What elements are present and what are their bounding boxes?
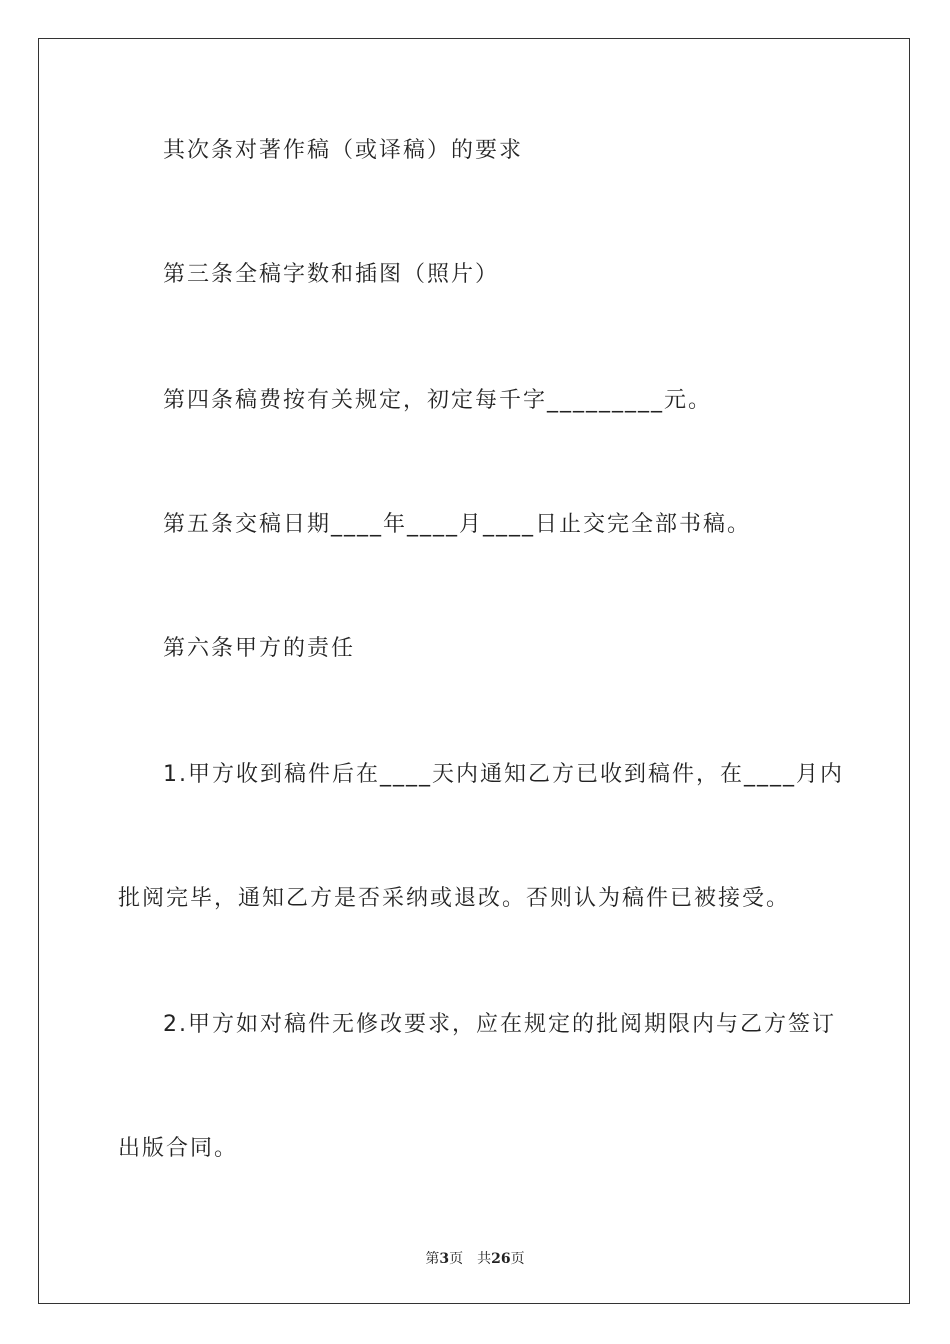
- footer-total-pages: 26: [491, 1251, 511, 1267]
- text-line-2: 第三条全稿字数和插图（照片）: [163, 262, 500, 287]
- text-line-8: 2.甲方如对稿件无修改要求，应在规定的批阅期限内与乙方签订: [163, 1012, 836, 1037]
- footer-mid: 页 共: [449, 1251, 492, 1267]
- footer-current-page: 3: [439, 1251, 450, 1267]
- footer-prefix: 第: [425, 1251, 440, 1267]
- text-line-5: 第六条甲方的责任: [163, 636, 356, 661]
- text-line-6: 1.甲方收到稿件后在____天内通知乙方已收到稿件，在____月内: [163, 762, 844, 787]
- page-number-footer: [0, 1248, 950, 1268]
- page-border: [38, 38, 910, 1304]
- text-line-7: 批阅完毕，通知乙方是否采纳或退改。否则认为稿件已被接受。: [118, 886, 791, 911]
- footer-suffix: 页: [510, 1251, 525, 1267]
- text-line-3: 第四条稿费按有关规定，初定每千字_________元。: [163, 388, 713, 413]
- text-line-9: 出版合同。: [118, 1136, 239, 1161]
- text-line-1: 其次条对著作稿（或译稿）的要求: [163, 138, 524, 163]
- text-line-4: 第五条交稿日期____年____月____日止交完全部书稿。: [163, 512, 752, 537]
